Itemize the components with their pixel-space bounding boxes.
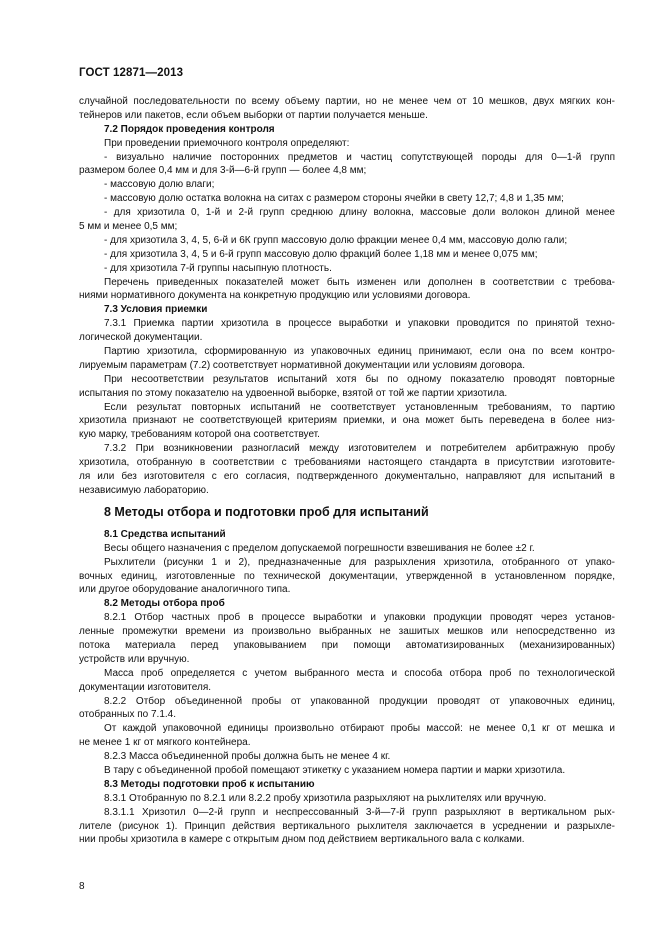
- text-line: 7.3.2 При возникновении разногласий между изготовителем и потребителем арбитражную пробу: [104, 443, 615, 455]
- subsection-heading: 8.2 Методы отбора проб: [104, 598, 225, 610]
- text-line: - для хризотила 3, 4, 5, 6-й и 6К групп массовую долю фракции менее 0,4 мм, массовую долю гали;: [104, 234, 568, 246]
- subsection-heading: 7.3 Условия приемки: [104, 304, 208, 316]
- text-line: - для хризотила 3, 4, 5 и 6-й групп массовую долю фракций более 1,18 мм и менее 0,075 мм;: [104, 248, 538, 260]
- text-line: или другое оборудование аналогичного типа.: [79, 584, 291, 596]
- text-line: ленные промежутки времени из произвольно выбранных не зашитых мешков или непосредственно из: [79, 626, 615, 638]
- text-line: Перечень приведенных показателей может быть изменен или дополнен в соответствии с требова-: [104, 276, 615, 288]
- text-line: - для хризотила 0, 1-й и 2-й групп среднюю длину волокна, массовые доли волокон длиной менее: [104, 207, 615, 219]
- text-line: отобранных по 7.1.4.: [79, 709, 177, 721]
- text-line: лителе (рисунок 1). Принцип действия вертикального рыхлителя заключается в усреднении и разрыхле-: [79, 820, 615, 832]
- text-line: Если результат повторных испытаний не соответствует установленным требованиям, то партию: [104, 401, 615, 413]
- subsection-heading: 7.2 Порядок проведения контроля: [104, 123, 275, 135]
- text-line: - для хризотила 7-й группы насыпную плотность.: [104, 262, 332, 274]
- text-line: ля или без изготовителя с его согласия, подтвержденного документально, направляют для испытаний в: [79, 471, 615, 483]
- page-number: 8: [79, 881, 85, 892]
- text-line: 8.3.1.1 Хризотил 0—2-й групп и неспрессованный 3-й—7-й групп разрыхляют в вертикальном рых-: [104, 806, 615, 818]
- text-line: 8.2.3 Масса объединенной пробы должна быть не менее 4 кг.: [104, 751, 391, 763]
- text-line: - визуально наличие посторонних предметов и частиц сопутствующей породы для 0—1-й групп: [104, 151, 615, 163]
- text-line: Весы общего назначения с пределом допускаемой погрешности взвешивания не более ±2 г.: [104, 542, 535, 554]
- text-line: От каждой упаковочной единицы произвольно отбирают пробы массой: не менее 0,1 кг от мешка и: [104, 723, 615, 735]
- text-line: Партию хризотила, сформированную из упаковочных единиц принимают, если она по всем контро-: [104, 346, 615, 358]
- text-line: кую марку, требованиям которой она соответствует.: [79, 429, 320, 441]
- text-line: нии пробы хризотила в камере с открытым дном под действием вертикального вала с колками.: [79, 834, 525, 846]
- document-body: [79, 95, 615, 847]
- text-line: независимую лабораторию.: [79, 484, 209, 496]
- text-line: устройств или вручную.: [79, 653, 190, 665]
- text-line: потока материала перед упаковыванием при помощи автоматизированных (механизированных): [79, 639, 615, 651]
- text-line: ниями нормативного документа на конкретную продукцию или условиями договора.: [79, 290, 471, 302]
- text-line: хризотила, отобранную в соответствии с требованиями настоящего стандарта в присутствии изготовите-: [79, 457, 615, 469]
- text-line: хризотила признают не соответствующей критериям приемки, и она может быть переведена в более низ-: [79, 415, 615, 427]
- text-line: случайной последовательности по всему объему партии, но не менее чем от 10 мешков, двух мягких кон-: [79, 96, 615, 107]
- text-line: При проведении приемочного контроля определяют:: [104, 137, 350, 149]
- document-code: ГОСТ 12871—2013: [79, 67, 184, 79]
- text-line: Масса проб определяется с учетом выбранного места и способа отбора проб по технологической: [104, 667, 615, 679]
- subsection-heading: 8.3 Методы подготовки проб к испытанию: [104, 778, 315, 790]
- text-line: Рыхлители (рисунки 1 и 2), предназначенные для разрыхления хризотила, отобранного от упако-: [104, 556, 615, 568]
- text-line: 8.2.2 Отбор объединенной пробы от упакованной продукции проводят от упаковочных единиц,: [104, 695, 615, 707]
- text-line: испытания по этому показателю на удвоенной выборке, взятой от той же партии хризотила.: [79, 387, 508, 399]
- text-line: тейнеров или пакетов, если объем выборки от партии получается меньше.: [79, 109, 428, 121]
- text-line: 8.3.1 Отобранную по 8.2.1 или 8.2.2 пробу хризотила разрыхляют на рыхлителях или вручную.: [104, 792, 547, 804]
- section-heading: 8 Методы отбора и подготовки проб для испытаний: [104, 504, 429, 519]
- subsection-heading: 8.1 Средства испытаний: [104, 528, 226, 540]
- text-line: логической документации.: [79, 332, 203, 344]
- text-line: 8.2.1 Отбор частных проб в процессе выработки и упаковки продукции проводят через установ-: [104, 612, 615, 624]
- text-line: 7.3.1 Приемка партии хризотила в процессе выработки и упаковки проводится по принятой техно-: [104, 318, 615, 330]
- text-line: В тару с объединенной пробой помещают этикетку с указанием номера партии и марки хризотила.: [104, 764, 566, 776]
- text-line: - массовую долю влаги;: [104, 179, 215, 191]
- text-line: лируемым параметрам (7.2) соответствует нормативной документации или условиям договора.: [79, 359, 526, 371]
- text-line: 5 мм и менее 0,5 мм;: [79, 221, 178, 233]
- text-line: - массовую долю остатка волокна на ситах с размером стороны ячейки в свету 12,7; 4,8 и 1,35 мм;: [104, 193, 564, 205]
- text-line: При несоответствии результатов испытаний хотя бы по одному показателю проводят повторные: [104, 373, 615, 385]
- text-line: вочных единиц, изготовленные по технической документации, утвержденной в установленном порядке,: [79, 570, 615, 582]
- text-line: документации изготовителя.: [79, 681, 212, 693]
- text-line: размером более 0,4 мм и для 3-й—6-й групп — более 4,8 мм;: [79, 165, 367, 177]
- text-line: не менее 1 кг от мягкого контейнера.: [79, 737, 251, 749]
